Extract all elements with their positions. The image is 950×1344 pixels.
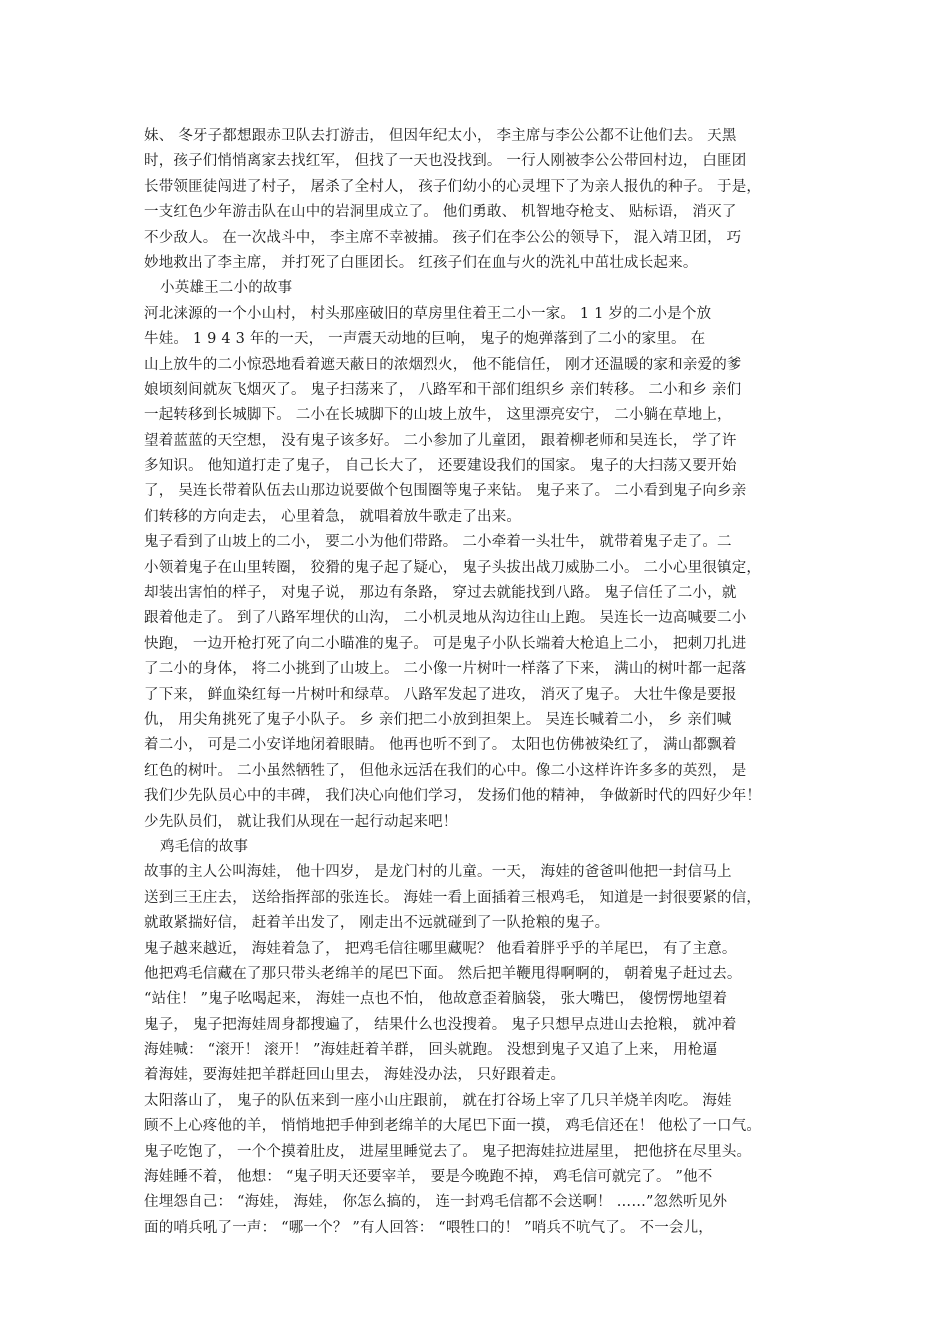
document-page — [144, 124, 820, 1241]
text-line: 鬼子吃饱了， 一个个摸着肚皮， 进屋里睡觉去了。 鬼子把海娃拉进屋里， 把他挤在尽里头。 — [144, 1143, 752, 1160]
text-line: 仇， 用尖角挑死了鬼子小队子。 乡 亲们把二小放到担架上。 吴连长喊着二小， 乡 亲们喊 — [144, 711, 732, 728]
text-line: 顾不上心疼他的羊， 悄悄地把手伸到老绵羊的大尾巴下面一摸， 鸡毛信还在！ 他松了一口气。 — [144, 1118, 762, 1135]
text-line: 却装出害怕的样子， 对鬼子说， 那边有条路， 穿过去就能找到八路。 鬼子信任了二小，就 — [144, 585, 737, 602]
text-line: 面的哨兵吼了一声： “哪一个？ ”有人回答： “喂牲口的！ ”哨兵不吭气了。 不一会儿， — [144, 1219, 713, 1236]
text-line: 一起转移到长城脚下。 二小在长城脚下的山坡上放牛， 这里漂亮安宁， 二小躺在草地上， — [144, 407, 732, 424]
text-line: 娘顷刻间就灰飞烟灭了。 鬼子扫荡来了， 八路军和干部们组织乡 亲们转移。 二小和乡 亲们 — [144, 381, 742, 398]
text-line: 小领着鬼子在山里转圈， 狡猾的鬼子起了疑心， 鬼子头拔出战刀威胁二小。 二小心里很镇定， — [144, 559, 762, 576]
text-line: 送到三王庄去， 送给指挥部的张连长。 海娃一看上面插着三根鸡毛， 知道是一封很要紧的信， — [144, 889, 762, 906]
text-line: 我们少先队员心中的丰碑， 我们决心向他们学习， 发扬们他的精神， 争做新时代的四好少年！ — [144, 788, 762, 805]
section-heading: 鸡毛信的故事 — [160, 838, 249, 855]
text-line: 就敢紧揣好信， 赶着羊出发了， 刚走出不远就碰到了一队抢粮的鬼子。 — [144, 915, 610, 932]
text-line: 鬼子看到了山坡上的二小， 要二小为他们带路。 二小牵着一头壮牛， 就带着鬼子走了。二 — [144, 534, 732, 551]
text-line: 不少敌人。 在一次战斗中， 李主席不幸被捕。 孩子们在李公公的领导下， 混入靖卫团， 巧 — [144, 229, 742, 246]
text-line: 太阳落山了， 鬼子的队伍来到一座小山庄跟前， 就在打谷场上宰了几只羊烧羊肉吃。 海娃 — [144, 1092, 732, 1109]
text-line: 妹、 冬牙子都想跟赤卫队去打游击， 但因年纪太小， 李主席与李公公都不让他们去。 天黑 — [144, 128, 737, 144]
section-heading: 小英雄王二小的故事 — [160, 280, 293, 297]
text-line: 快跑， 一边开枪打死了向二小瞄准的鬼子。 可是鬼子小队长端着大枪追上二小， 把刺刀扎进 — [144, 635, 747, 652]
text-line: 鬼子越来越近， 海娃着急了， 把鸡毛信往哪里藏呢？ 他看着胖乎乎的羊尾巴， 有了主意。 — [144, 940, 737, 957]
text-line: 了， 吴连长带着队伍去山那边说要做个包围圈等鬼子来钻。 鬼子来了。 二小看到鬼子向乡亲 — [144, 483, 747, 500]
text-line: 故事的主人公叫海娃， 他十四岁， 是龙门村的儿童。一天， 海娃的爸爸叫他把一封信马上 — [144, 864, 732, 881]
text-line: “站住！ ”鬼子吆喝起来， 海娃一点也不怕， 他故意歪着脑袋， 张大嘴巴， 傻愣愣地望着 — [144, 991, 728, 1008]
text-line: 鬼子， 鬼子把海娃周身都搜遍了， 结果什么也没搜着。 鬼子只想早点进山去抢粮， 就冲着 — [144, 1016, 737, 1033]
text-line: 们转移的方向走去， 心里着急， 就唱着放牛歌走了出来。 — [144, 508, 522, 525]
text-line: 着二小， 可是二小安详地闭着眼睛。 他再也听不到了。 太阳也仿佛被染红了， 满山都飘着 — [144, 737, 737, 754]
text-line: 山上放牛的二小惊恐地看着遮天蔽日的浓烟烈火， 他不能信任， 刚才还温暖的家和亲爱的爹 — [144, 356, 742, 373]
text-line: 牛娃。 1 9 4 3 年的一天， 一声震天动地的巨响， 鬼子的炮弹落到了二小的家里。 在 — [144, 331, 706, 348]
text-line: 了二小的身体， 将二小挑到了山坡上。 二小像一片树叶一样落了下来， 满山的树叶都一起落 — [144, 661, 747, 678]
text-line: 少先队员们， 就让我们从现在一起行动起来吧！ — [144, 813, 458, 830]
text-line: 河北涞源的一个小山村， 村头那座破旧的草房里住着王二小一家。 1 1 岁的二小是个放 — [144, 305, 712, 322]
text-line: 多知识。 他知道打走了鬼子， 自己长大了， 还要建设我们的国家。 鬼子的大扫荡又要开始 — [144, 458, 737, 475]
text-line: 着海娃，要海娃把羊群赶回山里去， 海娃没办法， 只好跟着走。 — [144, 1067, 566, 1084]
text-line: 他把鸡毛信藏在了那只带头老绵羊的尾巴下面。 然后把羊鞭甩得啊啊的， 朝着鬼子赶过去。 — [144, 965, 742, 982]
text-line: 长带领匪徒闯进了村子， 屠杀了全村人， 孩子们幼小的心灵埋下了为亲人报仇的种子。 于是， — [144, 178, 762, 195]
text-line: 妙地救出了李主席， 并打死了白匪团长。 红孩子们在血与火的洗礼中茁壮成长起来。 — [144, 254, 698, 271]
text-line: 海娃喊： “滚开！ 滚开！ ”海娃赶着羊群， 回头就跑。 没想到鬼子又追了上来， 用枪逼 — [144, 1042, 718, 1059]
text-line: 住埋怨自己： “海娃， 海娃， 你怎么搞的， 连一封鸡毛信都不会送啊！ ……”忽然听见外 — [144, 1194, 728, 1211]
text-line: 红色的树叶。 二小虽然牺牲了， 但他永远活在我们的心中。像二小这样许许多多的英烈， 是 — [144, 762, 747, 779]
text-line: 一支红色少年游击队在山中的岩洞里成立了。 他们勇敢、 机智地夺枪支、 贴标语， 消灭了 — [144, 204, 737, 221]
text-line: 时，孩子们悄悄离家去找红军， 但找了一天也没找到。 一行人刚被李公公带回村边， 白匪团 — [144, 153, 747, 170]
text-line: 了下来， 鲜血染红每一片树叶和绿草。 八路军发起了进攻， 消灭了鬼子。 大壮牛像是要报 — [144, 686, 737, 703]
text-line: 海娃睡不着， 他想： “鬼子明天还要宰羊， 要是今晚跑不掉， 鸡毛信可就完了。 ”他不 — [144, 1169, 713, 1186]
text-line: 望着蓝蓝的天空想， 没有鬼子该多好。 二小参加了儿童团， 跟着柳老师和吴连长， 学了许 — [144, 432, 737, 449]
text-line: 跟着他走了。 到了八路军埋伏的山沟， 二小机灵地从沟边往山上跑。 吴连长一边高喊要二小 — [144, 610, 747, 627]
